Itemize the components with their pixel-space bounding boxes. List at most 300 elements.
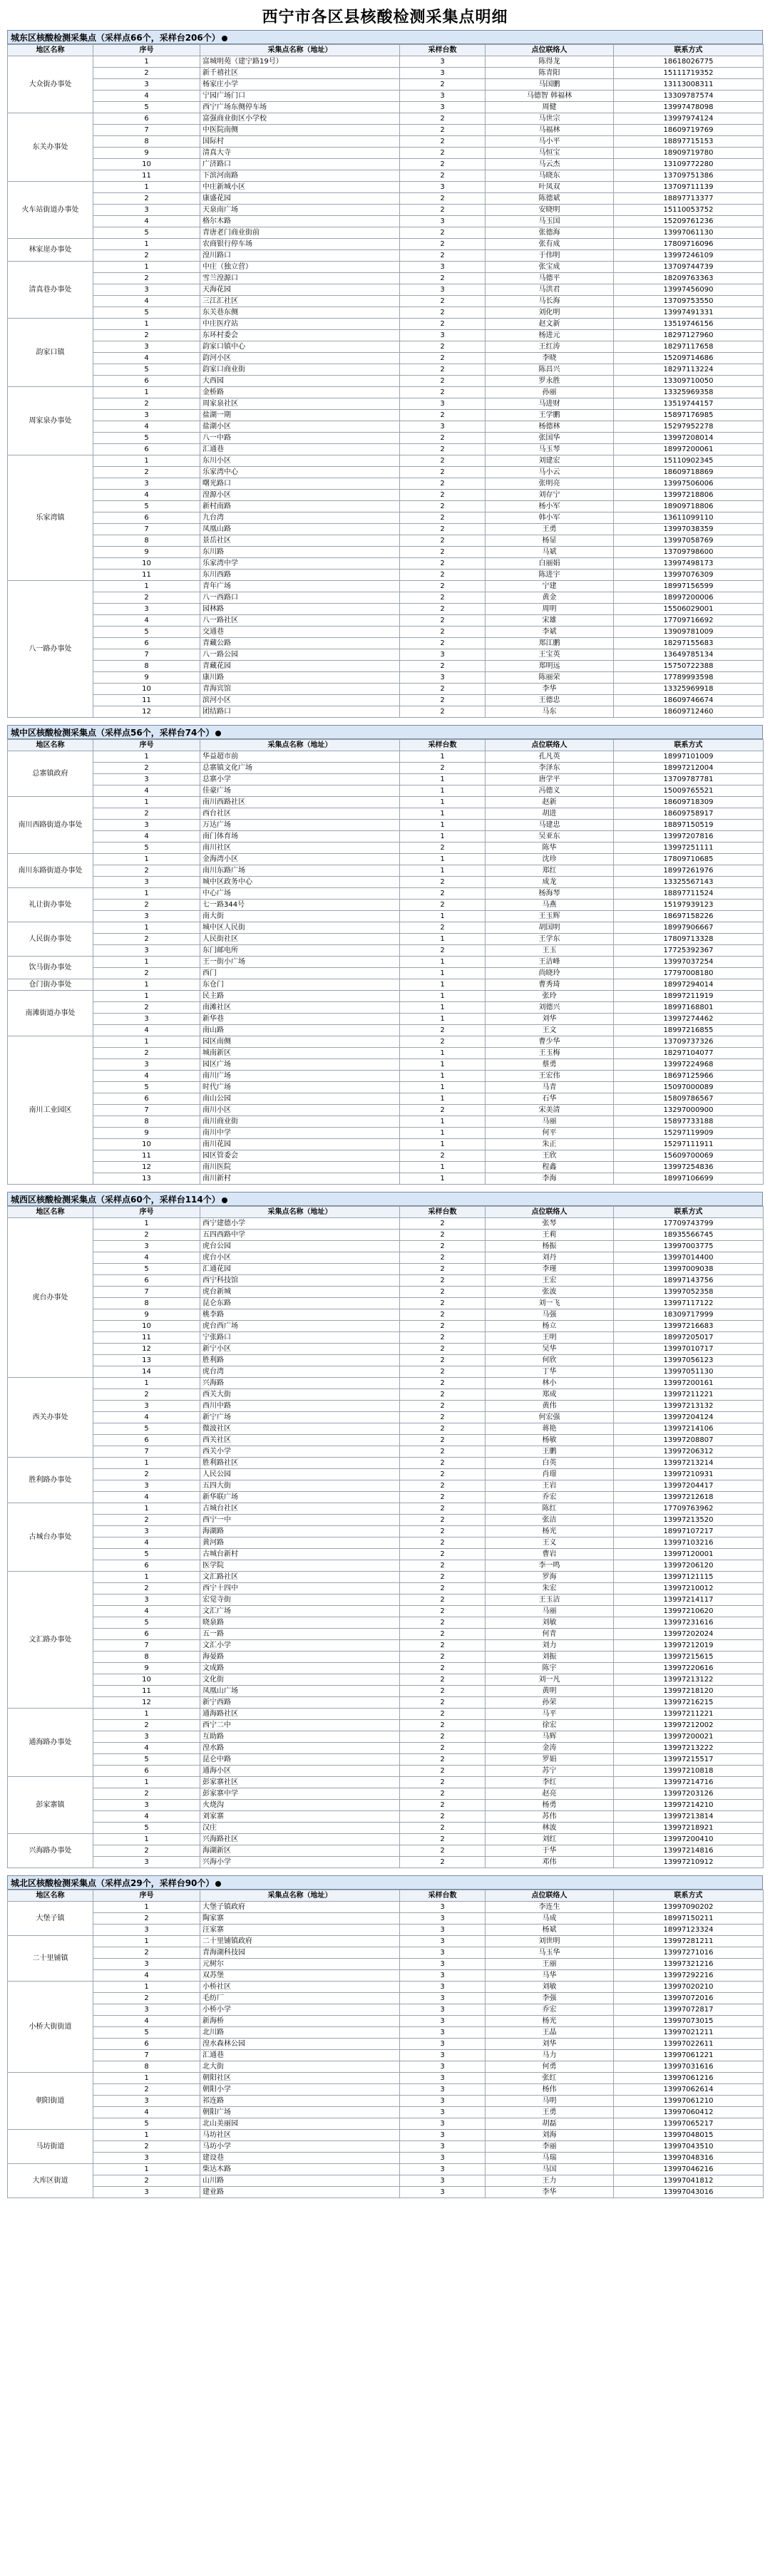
station-count-cell: 2 <box>400 1674 486 1686</box>
contact-person-cell: 乔宏 <box>486 2004 614 2016</box>
table-row <box>8 922 764 934</box>
station-count-cell: 3 <box>400 1936 486 1947</box>
station-count-cell: 3 <box>400 1982 486 1993</box>
site-name-cell: 晓泉路 <box>200 1617 400 1629</box>
site-name-cell: 中医院南侧 <box>200 125 400 136</box>
phone-cell: 13997224968 <box>614 1059 764 1071</box>
table-row <box>8 2061 764 2073</box>
station-count-cell: 2 <box>400 307 486 319</box>
phone-cell: 13997213520 <box>614 1515 764 1526</box>
station-count-cell: 2 <box>400 627 486 638</box>
contact-person-cell: 韩小军 <box>486 512 614 524</box>
site-name-cell: 青海湖科技园 <box>200 1947 400 1959</box>
table-row <box>8 1298 764 1309</box>
site-name-cell: 新宁小区 <box>200 1344 400 1355</box>
site-name-cell: 南门体育场 <box>200 831 400 843</box>
serial-cell: 4 <box>93 785 200 797</box>
contact-person-cell: 张德海 <box>486 227 614 239</box>
phone-cell: 13997211221 <box>614 1389 764 1401</box>
table-row <box>8 1720 764 1731</box>
table-row <box>8 330 764 341</box>
serial-cell: 3 <box>93 877 200 888</box>
contact-person-cell: 尚晓玲 <box>486 968 614 979</box>
serial-cell: 6 <box>93 376 200 387</box>
contact-person-cell: 王玉洁 <box>486 1594 614 1606</box>
station-count-cell: 1 <box>400 865 486 877</box>
phone-cell: 13997213222 <box>614 1743 764 1754</box>
contact-person-cell: 陈得龙 <box>486 56 614 68</box>
station-count-cell: 2 <box>400 1378 486 1389</box>
serial-cell: 4 <box>93 1412 200 1423</box>
table-row <box>8 159 764 170</box>
serial-cell: 5 <box>93 843 200 854</box>
contact-person-cell: 王勇 <box>486 2107 614 2118</box>
contact-person-cell: 马丽 <box>486 1116 614 1128</box>
station-count-cell: 2 <box>400 364 486 376</box>
table-row <box>8 672 764 684</box>
contact-person-cell: 马瑞 <box>486 2153 614 2164</box>
station-count-cell: 3 <box>400 1902 486 1913</box>
station-count-cell: 2 <box>400 1640 486 1652</box>
document-title: 西宁市各区县核酸检测采集点明细 <box>262 9 508 26</box>
site-name-cell: 凤凰山路 <box>200 524 400 535</box>
serial-cell: 7 <box>93 1446 200 1458</box>
contact-person-cell: 陈青阳 <box>486 68 614 79</box>
site-name-cell: 清真大寺 <box>200 148 400 159</box>
serial-cell: 11 <box>93 570 200 581</box>
station-count-cell: 1 <box>400 751 486 763</box>
serial-cell: 1 <box>93 922 200 934</box>
serial-cell: 9 <box>93 1663 200 1674</box>
site-name-cell: 万达广场 <box>200 820 400 831</box>
station-count-cell: 2 <box>400 843 486 854</box>
phone-cell: 18209763363 <box>614 273 764 284</box>
site-name-cell: 东仓门 <box>200 979 400 991</box>
station-count-cell: 2 <box>400 1355 486 1366</box>
serial-cell: 4 <box>93 353 200 364</box>
contact-person-cell: 刘华 <box>486 2039 614 2050</box>
table-row <box>8 820 764 831</box>
table-row <box>8 1845 764 1857</box>
serial-cell: 1 <box>93 979 200 991</box>
contact-person-cell: 蒋艳 <box>486 1423 614 1435</box>
table-row <box>8 2016 764 2027</box>
phone-cell: 13325969918 <box>614 684 764 695</box>
table-row <box>8 1071 764 1082</box>
site-name-cell: 虎台公园 <box>200 1241 400 1252</box>
district-cell: 火车站街道办事处 <box>8 182 93 239</box>
district-cell: 南川西路街道办事处 <box>8 797 93 854</box>
serial-cell: 6 <box>93 1560 200 1572</box>
phone-cell: 13997210620 <box>614 1606 764 1617</box>
serial-cell: 3 <box>93 1401 200 1412</box>
site-name-cell: 彭家寨中学 <box>200 1788 400 1800</box>
table-row <box>8 421 764 433</box>
phone-cell: 13997048316 <box>614 2153 764 2164</box>
contact-person-cell: 罗海 <box>486 1572 614 1583</box>
contact-person-cell: 马云杰 <box>486 159 614 170</box>
serial-cell: 2 <box>93 1002 200 1014</box>
table-row <box>8 1150 764 1162</box>
table-row <box>8 865 764 877</box>
column-header: 点位联络人 <box>486 45 614 56</box>
station-count-cell: 2 <box>400 1389 486 1401</box>
table-row <box>8 1697 764 1709</box>
phone-cell: 15506029001 <box>614 604 764 615</box>
phone-cell: 13997218921 <box>614 1823 764 1834</box>
column-header: 点位联络人 <box>486 740 614 751</box>
contact-person-cell: 王力 <box>486 2175 614 2187</box>
phone-cell: 15750722388 <box>614 661 764 672</box>
site-name-cell: 青年广场 <box>200 581 400 592</box>
site-name-cell: 湟川路口 <box>200 250 400 262</box>
table-row <box>8 1959 764 1970</box>
table-row <box>8 2175 764 2187</box>
contact-person-cell: 马燕 <box>486 900 614 911</box>
table-row <box>8 808 764 820</box>
phone-cell: 13997271016 <box>614 1947 764 1959</box>
station-count-cell: 3 <box>400 398 486 410</box>
phone-cell: 15110053752 <box>614 205 764 216</box>
contact-person-cell: 陈进宇 <box>486 570 614 581</box>
table-row <box>8 307 764 319</box>
column-header: 采集点名称（地址） <box>200 740 400 751</box>
site-name-cell: 西宁一中 <box>200 1515 400 1526</box>
station-count-cell: 1 <box>400 820 486 831</box>
table-row <box>8 1412 764 1423</box>
phone-cell: 13649785134 <box>614 649 764 661</box>
station-count-cell: 2 <box>400 1560 486 1572</box>
header-row <box>8 1207 764 1218</box>
station-count-cell: 1 <box>400 1116 486 1128</box>
contact-person-cell: 刘力 <box>486 1640 614 1652</box>
serial-cell: 7 <box>93 125 200 136</box>
contact-person-cell: 马小平 <box>486 136 614 148</box>
serial-cell: 2 <box>93 1845 200 1857</box>
table-row <box>8 1629 764 1640</box>
station-count-cell: 2 <box>400 1469 486 1480</box>
station-count-cell: 3 <box>400 2027 486 2039</box>
site-name-cell: 陶家寨 <box>200 1913 400 1925</box>
station-count-cell: 1 <box>400 1082 486 1093</box>
station-count-cell: 2 <box>400 1537 486 1549</box>
table-row <box>8 1458 764 1469</box>
table-row <box>8 1857 764 1868</box>
site-name-cell: 海湖路 <box>200 1526 400 1537</box>
serial-cell: 5 <box>93 2027 200 2039</box>
contact-person-cell: 杨勇 <box>486 1800 614 1811</box>
station-count-cell: 1 <box>400 797 486 808</box>
district-cell: 虎台办事处 <box>8 1218 93 1378</box>
phone-cell: 15209714686 <box>614 353 764 364</box>
phone-cell: 18609712460 <box>614 706 764 718</box>
table-row <box>8 1674 764 1686</box>
district-cell: 韵家口镇 <box>8 319 93 387</box>
station-count-cell: 1 <box>400 831 486 843</box>
phone-cell: 13997009038 <box>614 1264 764 1275</box>
phone-cell: 15297952278 <box>614 421 764 433</box>
table-row <box>8 1344 764 1355</box>
serial-cell: 2 <box>93 193 200 205</box>
station-count-cell: 1 <box>400 1128 486 1139</box>
table-row <box>8 262 764 273</box>
station-count-cell: 2 <box>400 1423 486 1435</box>
phone-cell: 13997090202 <box>614 1902 764 1913</box>
station-count-cell: 2 <box>400 695 486 706</box>
serial-cell: 2 <box>93 273 200 284</box>
serial-cell: 4 <box>93 1252 200 1264</box>
station-count-cell: 2 <box>400 1025 486 1036</box>
station-count-cell: 2 <box>400 1583 486 1594</box>
district-cell: 周家泉办事处 <box>8 387 93 455</box>
site-name-cell: 文汇广场 <box>200 1606 400 1617</box>
phone-cell: 13997212618 <box>614 1492 764 1503</box>
site-name-cell: 文汇路社区 <box>200 1572 400 1583</box>
site-name-cell: 南川小区 <box>200 1105 400 1116</box>
serial-cell: 5 <box>93 1823 200 1834</box>
table-row <box>8 627 764 638</box>
table-row <box>8 1423 764 1435</box>
station-count-cell: 2 <box>400 1845 486 1857</box>
serial-cell: 1 <box>93 797 200 808</box>
district-cell: 大众街办事处 <box>8 56 93 113</box>
phone-cell: 13997478098 <box>614 102 764 113</box>
phone-cell: 13997037254 <box>614 957 764 968</box>
site-name-cell: 五一路 <box>200 1629 400 1640</box>
phone-cell: 13309710050 <box>614 376 764 387</box>
serial-cell: 3 <box>93 2187 200 2198</box>
phone-cell: 13997117122 <box>614 1298 764 1309</box>
district-cell: 小桥大街街道 <box>8 1982 93 2073</box>
table-row <box>8 1788 764 1800</box>
phone-cell: 18697125966 <box>614 1071 764 1082</box>
table-row <box>8 2153 764 2164</box>
contact-person-cell: 张国华 <box>486 433 614 444</box>
site-name-cell: 景岳社区 <box>200 535 400 547</box>
site-name-cell: 八一路社区 <box>200 615 400 627</box>
site-name-cell: 中庄医疗站 <box>200 319 400 330</box>
contact-person-cell: 王文 <box>486 1025 614 1036</box>
serial-cell: 3 <box>93 1480 200 1492</box>
table-row <box>8 1173 764 1185</box>
site-name-cell: 新千禧社区 <box>200 68 400 79</box>
contact-person-cell: 罗娟 <box>486 1754 614 1766</box>
site-name-cell: 青海宾馆 <box>200 684 400 695</box>
phone-cell: 13997212002 <box>614 1720 764 1731</box>
table-row <box>8 1572 764 1583</box>
table-row <box>8 2039 764 2050</box>
phone-cell: 18609758917 <box>614 808 764 820</box>
station-count-cell: 3 <box>400 182 486 193</box>
site-name-cell: 胜利路 <box>200 1355 400 1366</box>
table-row <box>8 797 764 808</box>
station-count-cell: 2 <box>400 1617 486 1629</box>
contact-person-cell: 张明亮 <box>486 478 614 490</box>
serial-cell: 1 <box>93 1572 200 1583</box>
phone-cell: 13997214210 <box>614 1800 764 1811</box>
site-name-cell: 总寨小学 <box>200 774 400 785</box>
district-cell: 南川东路街道办事处 <box>8 854 93 888</box>
phone-cell: 13997220616 <box>614 1663 764 1674</box>
serial-cell: 3 <box>93 1241 200 1252</box>
site-name-cell: 南川社区 <box>200 843 400 854</box>
station-count-cell: 2 <box>400 558 486 570</box>
phone-cell: 13997061221 <box>614 2050 764 2061</box>
site-name-cell: 湟源小区 <box>200 490 400 501</box>
station-count-cell: 2 <box>400 205 486 216</box>
table-row <box>8 1036 764 1048</box>
station-count-cell: 2 <box>400 1287 486 1298</box>
serial-cell: 3 <box>93 1800 200 1811</box>
contact-person-cell: 张有成 <box>486 239 614 250</box>
station-count-cell: 3 <box>400 2130 486 2141</box>
station-count-cell: 1 <box>400 808 486 820</box>
serial-cell: 3 <box>93 1925 200 1936</box>
contact-person-cell: 刘敏 <box>486 1617 614 1629</box>
site-name-cell: 北山美丽园 <box>200 2118 400 2130</box>
site-name-cell: 东门邮电所 <box>200 945 400 957</box>
phone-cell: 13997254836 <box>614 1162 764 1173</box>
site-name-cell: 东川小区 <box>200 455 400 467</box>
table-row <box>8 1401 764 1412</box>
station-count-cell: 2 <box>400 1321 486 1332</box>
site-name-cell: 大西园 <box>200 376 400 387</box>
site-name-cell: 八一路公园 <box>200 649 400 661</box>
phone-cell: 18997101009 <box>614 751 764 763</box>
contact-person-cell: 赵新 <box>486 797 614 808</box>
station-count-cell: 2 <box>400 1503 486 1515</box>
phone-cell: 18609719769 <box>614 125 764 136</box>
district-cell: 古城台办事处 <box>8 1503 93 1572</box>
contact-person-cell: 林小 <box>486 1378 614 1389</box>
table-row <box>8 1332 764 1344</box>
site-name-cell: 西门 <box>200 968 400 979</box>
serial-cell: 4 <box>93 1537 200 1549</box>
site-name-cell: 五四西路中学 <box>200 1230 400 1241</box>
section-title <box>7 725 763 739</box>
contact-person-cell: 杨光 <box>486 1526 614 1537</box>
contact-person-cell: 程鑫 <box>486 1162 614 1173</box>
contact-person-cell: 于伟明 <box>486 250 614 262</box>
site-name-cell: 园区南侧 <box>200 1036 400 1048</box>
table-row <box>8 1617 764 1629</box>
serial-cell: 8 <box>93 661 200 672</box>
table-row <box>8 1549 764 1560</box>
serial-cell: 3 <box>93 604 200 615</box>
serial-cell: 9 <box>93 148 200 159</box>
phone-cell: 13997321216 <box>614 1959 764 1970</box>
phone-cell: 17809710685 <box>614 854 764 865</box>
site-name-cell: 南山路 <box>200 1025 400 1036</box>
phone-cell: 18997906667 <box>614 922 764 934</box>
table-row <box>8 2107 764 2118</box>
phone-cell: 13997041812 <box>614 2175 764 2187</box>
column-header: 地区名称 <box>8 1207 93 1218</box>
phone-cell: 17725392367 <box>614 945 764 957</box>
phone-cell: 13997206120 <box>614 1560 764 1572</box>
station-count-cell: 1 <box>400 911 486 922</box>
phone-cell: 13997213132 <box>614 1401 764 1412</box>
station-count-cell: 1 <box>400 934 486 945</box>
station-count-cell: 2 <box>400 1446 486 1458</box>
site-name-cell: 汇通巷 <box>200 444 400 455</box>
table-row <box>8 547 764 558</box>
table-row <box>8 2096 764 2107</box>
contact-person-cell: 何宏强 <box>486 1412 614 1423</box>
contact-person-cell: 胡磊 <box>486 2118 614 2130</box>
serial-cell: 1 <box>93 262 200 273</box>
table-row <box>8 2073 764 2084</box>
contact-person-cell: 安晓明 <box>486 205 614 216</box>
table-row <box>8 706 764 718</box>
table-row <box>8 1537 764 1549</box>
phone-cell: 13997212019 <box>614 1640 764 1652</box>
site-name-cell: 兴海路社区 <box>200 1834 400 1845</box>
station-count-cell: 2 <box>400 877 486 888</box>
serial-cell: 11 <box>93 1332 200 1344</box>
contact-person-cell: 刘红 <box>486 1834 614 1845</box>
table-row <box>8 1025 764 1036</box>
serial-cell: 3 <box>93 2153 200 2164</box>
contact-person-cell: 刘世明 <box>486 1936 614 1947</box>
phone-cell: 13997498173 <box>614 558 764 570</box>
phone-cell: 13997031616 <box>614 2061 764 2073</box>
site-name-cell: 北川路 <box>200 2027 400 2039</box>
contact-person-cell: 马德平 <box>486 273 614 284</box>
table-row <box>8 1652 764 1663</box>
phone-cell: 13997213814 <box>614 1811 764 1823</box>
station-count-cell: 2 <box>400 136 486 148</box>
contact-person-cell: 冯德义 <box>486 785 614 797</box>
serial-cell: 2 <box>93 2141 200 2153</box>
station-count-cell: 1 <box>400 1139 486 1150</box>
serial-cell: 2 <box>93 467 200 478</box>
table-row <box>8 2050 764 2061</box>
station-count-cell: 1 <box>400 1059 486 1071</box>
site-name-cell: 交通巷 <box>200 627 400 638</box>
table-row <box>8 56 764 68</box>
phone-cell: 15009765521 <box>614 785 764 797</box>
site-name-cell: 东川西路 <box>200 570 400 581</box>
table-row <box>8 570 764 581</box>
station-count-cell: 3 <box>400 2004 486 2016</box>
section-table <box>7 1890 764 2198</box>
station-count-cell: 3 <box>400 2164 486 2175</box>
serial-cell: 2 <box>93 900 200 911</box>
phone-cell: 18618026775 <box>614 56 764 68</box>
district-cell: 西关办事处 <box>8 1378 93 1458</box>
table-row <box>8 900 764 911</box>
serial-cell: 6 <box>93 1766 200 1777</box>
serial-cell: 10 <box>93 1321 200 1332</box>
contact-person-cell: 张宝成 <box>486 262 614 273</box>
phone-cell: 18997200006 <box>614 592 764 604</box>
contact-person-cell: 王勇 <box>486 524 614 535</box>
station-count-cell: 2 <box>400 1435 486 1446</box>
contact-person-cell: 马国鹏 <box>486 79 614 91</box>
column-header: 点位联络人 <box>486 1207 614 1218</box>
serial-cell: 4 <box>93 831 200 843</box>
serial-cell: 4 <box>93 91 200 102</box>
table-row <box>8 273 764 284</box>
site-name-cell: 格尔木路 <box>200 216 400 227</box>
station-count-cell: 2 <box>400 1788 486 1800</box>
station-count-cell: 1 <box>400 991 486 1002</box>
station-count-cell: 3 <box>400 649 486 661</box>
station-count-cell: 2 <box>400 570 486 581</box>
site-name-cell: 大堡子镇政府 <box>200 1902 400 1913</box>
table-row <box>8 376 764 387</box>
